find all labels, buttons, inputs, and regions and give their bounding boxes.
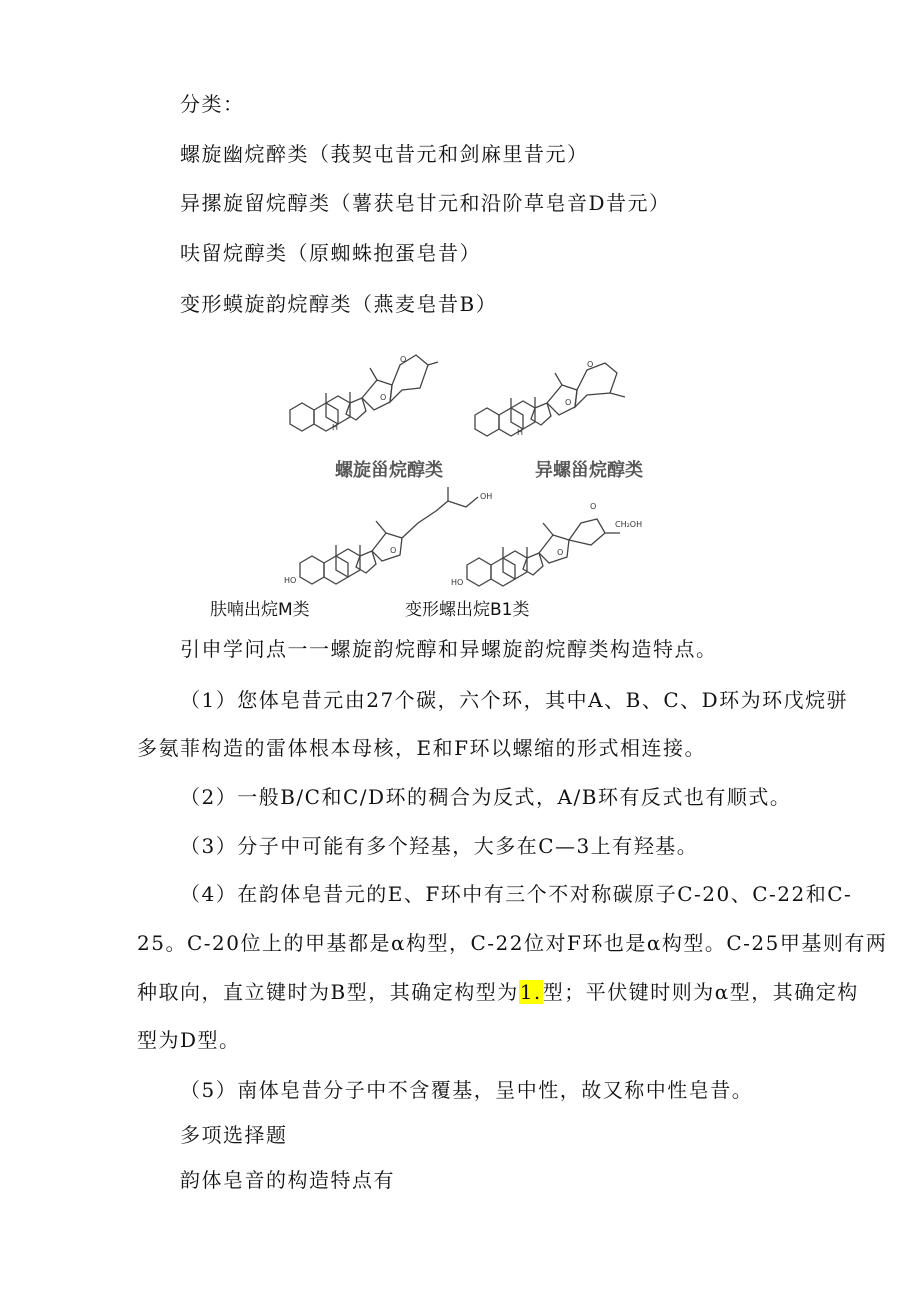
heading: 分类： — [180, 92, 245, 116]
point-4-line-4: 型为D型。 — [137, 1028, 241, 1052]
caption-isospirostanol: 异螺甾烷醇类 — [535, 460, 643, 481]
point-4-line-2: 25。C-20位上的甲基都是α构型，C-22位对F环也是α构型。C-25甲基则有两 — [137, 931, 888, 955]
class-item-spirostanol: 螺旋幽烷醉类（莪契屯昔元和剑麻里昔元） — [180, 142, 589, 166]
point-4-line-3-after: 型；平伏键时则为α型，其确定构 — [542, 980, 859, 1004]
point-4-line-1: （4）在韵体皂昔元的E、F环中有三个不对称碳原子C-20、C-22和C- — [180, 882, 853, 906]
class-item-furostanol: 呋留烷醇类（原蜘蛛抱蛋皂昔） — [180, 241, 481, 265]
highlight-mark: 1. — [519, 980, 542, 1004]
label-o: O — [380, 393, 387, 402]
label-h: H — [332, 423, 339, 432]
label-oh: OH — [480, 492, 493, 501]
point-2: （2）一般B/C和C/D环的稠合为反式，A/B环有反式也有顺式。 — [180, 785, 792, 809]
caption-furostanol: 肤喃出烷M类 — [210, 600, 310, 620]
point-4-line-3-before: 种取向，直立键时为B型，其确定构型为 — [137, 980, 519, 1004]
label-o: O — [587, 360, 594, 369]
label-ch2oh: CH₂OH — [615, 520, 643, 529]
structure-pseudospirostanol — [445, 485, 660, 595]
label-o: O — [390, 546, 397, 555]
structure-isospirostanol — [465, 345, 640, 445]
label-o: O — [400, 355, 407, 364]
question-text: 韵体皂音的构造特点有 — [180, 1168, 395, 1192]
label-ho: HO — [284, 576, 297, 585]
label-h: H — [517, 428, 524, 437]
class-item-pseudospirostanol: 变形蟆旋韵烷醇类（燕麦皂昔B） — [180, 292, 498, 316]
class-item-isospirostanol: 异摞旋留烷醇类（薯获皂甘元和沿阶草皂音D昔元） — [180, 191, 671, 215]
point-1-line-1: （1）您体皂昔元由27个碳，六个环，其中A、B、C、D环为环戊烷骈 — [180, 688, 849, 712]
point-1-line-2: 多氨菲构造的雷体根本母核，E和F环以螺缩的形式相连接。 — [137, 736, 706, 760]
caption-pseudospirostanol: 变形螺出烷B1类 — [405, 600, 530, 620]
caption-spirostanol: 螺旋甾烷醇类 — [335, 460, 443, 481]
point-4-line-3 — [137, 979, 859, 1005]
label-o: O — [590, 502, 597, 511]
label-o: O — [565, 398, 572, 407]
label-o: O — [557, 548, 564, 557]
structure-spirostanol — [280, 340, 450, 445]
section-title: 引申学问点一一螺旋韵烷醇和异螺旋韵烷醇类构造特点。 — [180, 637, 718, 661]
question-type: 多项选择题 — [180, 1123, 288, 1147]
label-ho: HO — [451, 578, 464, 587]
point-5: （5）南体皂昔分子中不含覆基，呈中性，故又称中性皂昔。 — [180, 1078, 754, 1102]
point-3: （3）分子中可能有多个羟基，大多在C—3上有羟基。 — [180, 834, 699, 858]
